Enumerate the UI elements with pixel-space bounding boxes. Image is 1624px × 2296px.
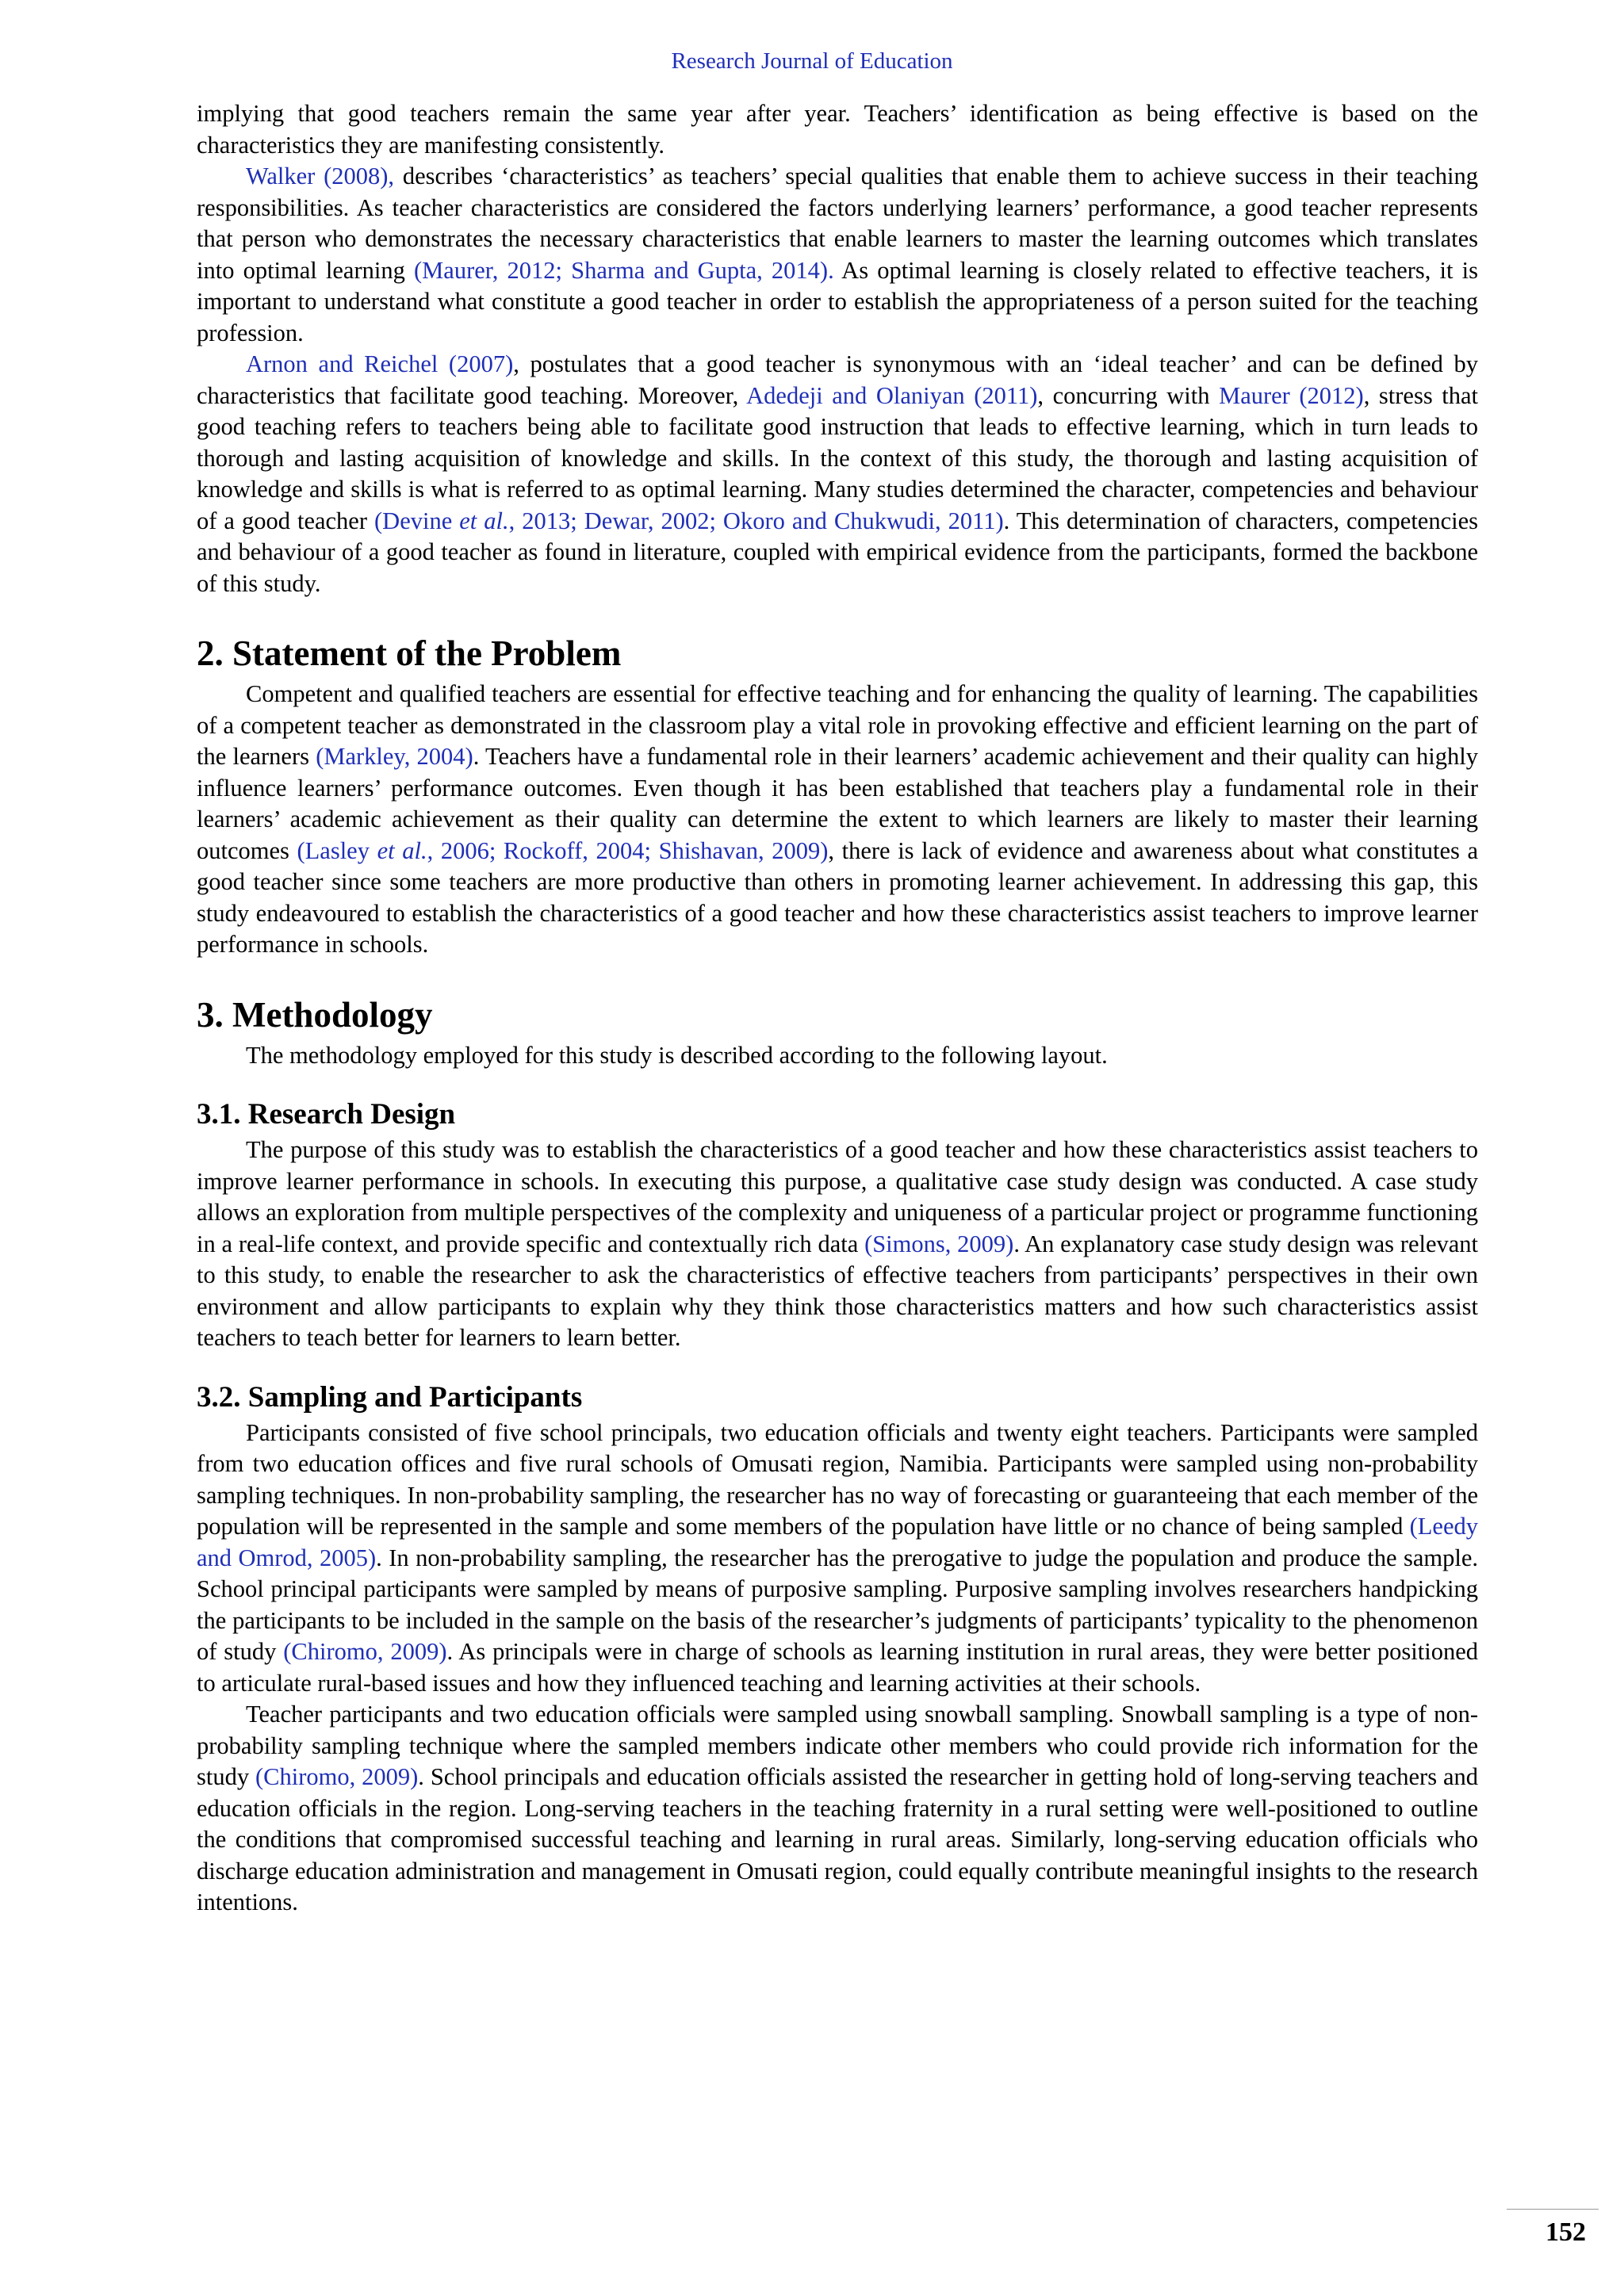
paragraph-text: . As principals were in charge of schools as learning institution in rural areas, they were better positioned to articulate rural-based issues and how they influenced teaching and learning activities at their schools. <box>197 1638 1478 1697</box>
paragraph-text: Teacher participants and two education officials were sampled using snowball sampling. Snowball sampling is a type of non-probability sampling technique where the sampled members indicate other members who could provide rich information for the study <box>197 1701 1478 1790</box>
paragraph-text: . Teachers have a fundamental role in their learners’ academic achievement and their quality can highly influence learners’ performance outcomes. Even though it has been established that teachers play a fundamental role in their learners’ academic achievement as their quality can determine the extent to which learners are likely to master their learning outcomes <box>197 743 1478 864</box>
citation-link[interactable]: (Simons, 2009) <box>864 1230 1014 1257</box>
citation-link[interactable]: (Maurer, 2012; Sharma and Gupta, 2014). <box>414 256 834 284</box>
citation-link[interactable]: Maurer (2012) <box>1219 381 1364 409</box>
paragraph-text: , there is lack of evidence and awareness about what constitutes a good teacher since some teachers are more productive than others in promoting learner achievement. In addressing this gap, this study endeavoured to establish the characteristics of a good teacher and how these characteristics assist teachers to improve learner performance in schools. <box>197 836 1478 958</box>
citation-part: , 2006; Rockoff, 2004; Shishavan, 2009) <box>427 836 829 864</box>
citation-part: , 2013; Dewar, 2002; Okoro and Chukwudi, 2011) <box>508 507 1004 534</box>
intro-paragraph-1: implying that good teachers remain the same year after year. Teachers’ identification as being effective is based on the characteristics they are manifesting consistently. <box>197 100 1478 159</box>
citation-etal: et al. <box>377 836 427 864</box>
sampling-paragraph-2 <box>197 1699 1478 1919</box>
section-heading-problem: 2. Statement of the Problem <box>197 633 622 673</box>
citation-etal: et al. <box>459 507 509 534</box>
problem-paragraph <box>197 679 1478 961</box>
paragraph-text: Participants consisted of five school principals, two education officials and twenty eight teachers. Participants were sampled from two education offices and five rural schools of Omusati region, Namibia. Participants were sampled using non-probability sampling techniques. In non-probability sampling, the researcher has no way of forecasting or guaranteeing that each member of the population will be represented in the sample and some members of the population have little or no chance of being sampled <box>197 1418 1478 1540</box>
paragraph-text: The purpose of this study was to establish the characteristics of a good teacher and how these characteristics assist teachers to improve learner performance in schools. In executing this purpose, a qualitative case study design was conducted. A case study allows an exploration from multiple perspectives of the complexity and uniqueness of a particular project or programme functioning in a real-life context, and provide specific and contextually rich data <box>197 1136 1478 1257</box>
subsection-heading-research-design: 3.1. Research Design <box>197 1098 456 1131</box>
page-number: 152 <box>1545 2218 1586 2247</box>
sampling-paragraph-1 <box>197 1418 1478 1700</box>
paragraph-text: Competent and qualified teachers are essential for effective teaching and for enhancing the quality of learning. The capabilities of a competent teacher as demonstrated in the classroom play a vital role in provoking effective and efficient learning on the part of the learners <box>197 680 1478 770</box>
paragraph-text: , stress that good teaching refers to teachers being able to facilitate good instruction that leads to effective learning, which in turn leads to thorough and lasting acquisition of knowledge and skills. In the context of this study, the thorough and lasting acquisition of knowledge and skills is what is referred to as optimal learning. Many studies determined the character, competencies and behaviour of a good teacher <box>197 381 1478 534</box>
research-design-paragraph <box>197 1135 1478 1354</box>
page-number-divider <box>1507 2209 1599 2210</box>
citation-link[interactable] <box>374 507 1004 534</box>
citation-link[interactable]: Walker (2008), <box>246 163 395 189</box>
methodology-intro-paragraph: The methodology employed for this study is described according to the following layout. <box>246 1041 1108 1069</box>
paragraph-text: describes ‘characteristics’ as teachers’ special qualities that enable them to achieve success in their teaching responsibilities. As teacher characteristics are considered the factors underlying learners’ performance, a good teacher represents that person who demonstrates the necessary characteristics that enable learners to master the learning outcomes which translates into optimal learning <box>197 163 1478 284</box>
journal-title: Research Journal of Education <box>671 48 953 74</box>
citation-part: (Lasley <box>297 836 377 864</box>
paragraph-text: . An explanatory case study design was relevant to this study, to enable the researcher to ask the characteristics of effective teachers from participants’ perspectives in their own environment and allow participants to explain why they think those characteristics matters and how such characteristics assist teachers to teach better for learners to learn better. <box>197 1230 1479 1351</box>
paragraph-text: . School principals and education officials assisted the researcher in getting hold of long-serving teachers and education officials in the region. Long-serving teachers in the teaching fraternity in a rural setting were well-positioned to outline the conditions that compromised successful teaching and learning in rural areas. Similarly, long-serving education officials who discharge education administration and management in Omusati region, could equally contribute meaningful insights to the research intentions. <box>197 1763 1479 1915</box>
paragraph-text: , postulates that a good teacher is synonymous with an ‘ideal teacher’ and can be defined by characteristics that facilitate good teaching. Moreover, <box>197 350 1479 409</box>
paragraph-text: . This determination of characters, competencies and behaviour of a good teacher as found in literature, coupled with empirical evidence from the participants, formed the backbone of this study. <box>197 507 1478 597</box>
section-heading-methodology: 3. Methodology <box>197 994 433 1035</box>
citation-link[interactable]: (Chiromo, 2009) <box>283 1638 447 1665</box>
paragraph-text: . In non-probability sampling, the researcher has the prerogative to judge the population and produce the sample. School principal participants were sampled by means of purposive sampling. Purposive sampling involves researchers handpicking the participants to be included in the sample on the basis of the researcher’s judgments of participants’ typicality to the phenomenon of study <box>197 1544 1478 1665</box>
citation-link[interactable]: Adedeji and Olaniyan (2011) <box>746 381 1038 409</box>
citation-link[interactable]: (Leedy and Omrod, 2005) <box>197 1513 1478 1571</box>
citation-link[interactable]: (Chiromo, 2009) <box>255 1763 419 1790</box>
citation-link[interactable]: Arnon and Reichel (2007) <box>246 350 514 377</box>
subsection-heading-sampling: 3.2. Sampling and Participants <box>197 1380 583 1414</box>
paragraph-text: As optimal learning is closely related to effective teachers, it is important to understand what constitute a good teacher in order to establish the appropriateness of a person suited for the teaching profession. <box>197 256 1478 346</box>
intro-paragraph-2 <box>197 161 1478 349</box>
article-body <box>197 98 1478 1919</box>
citation-link[interactable]: (Markley, 2004) <box>316 743 473 770</box>
citation-part: (Devine <box>374 507 460 534</box>
intro-paragraph-3 <box>197 349 1478 599</box>
paragraph-text: , concurring with <box>1037 381 1220 409</box>
citation-link[interactable] <box>297 837 829 864</box>
